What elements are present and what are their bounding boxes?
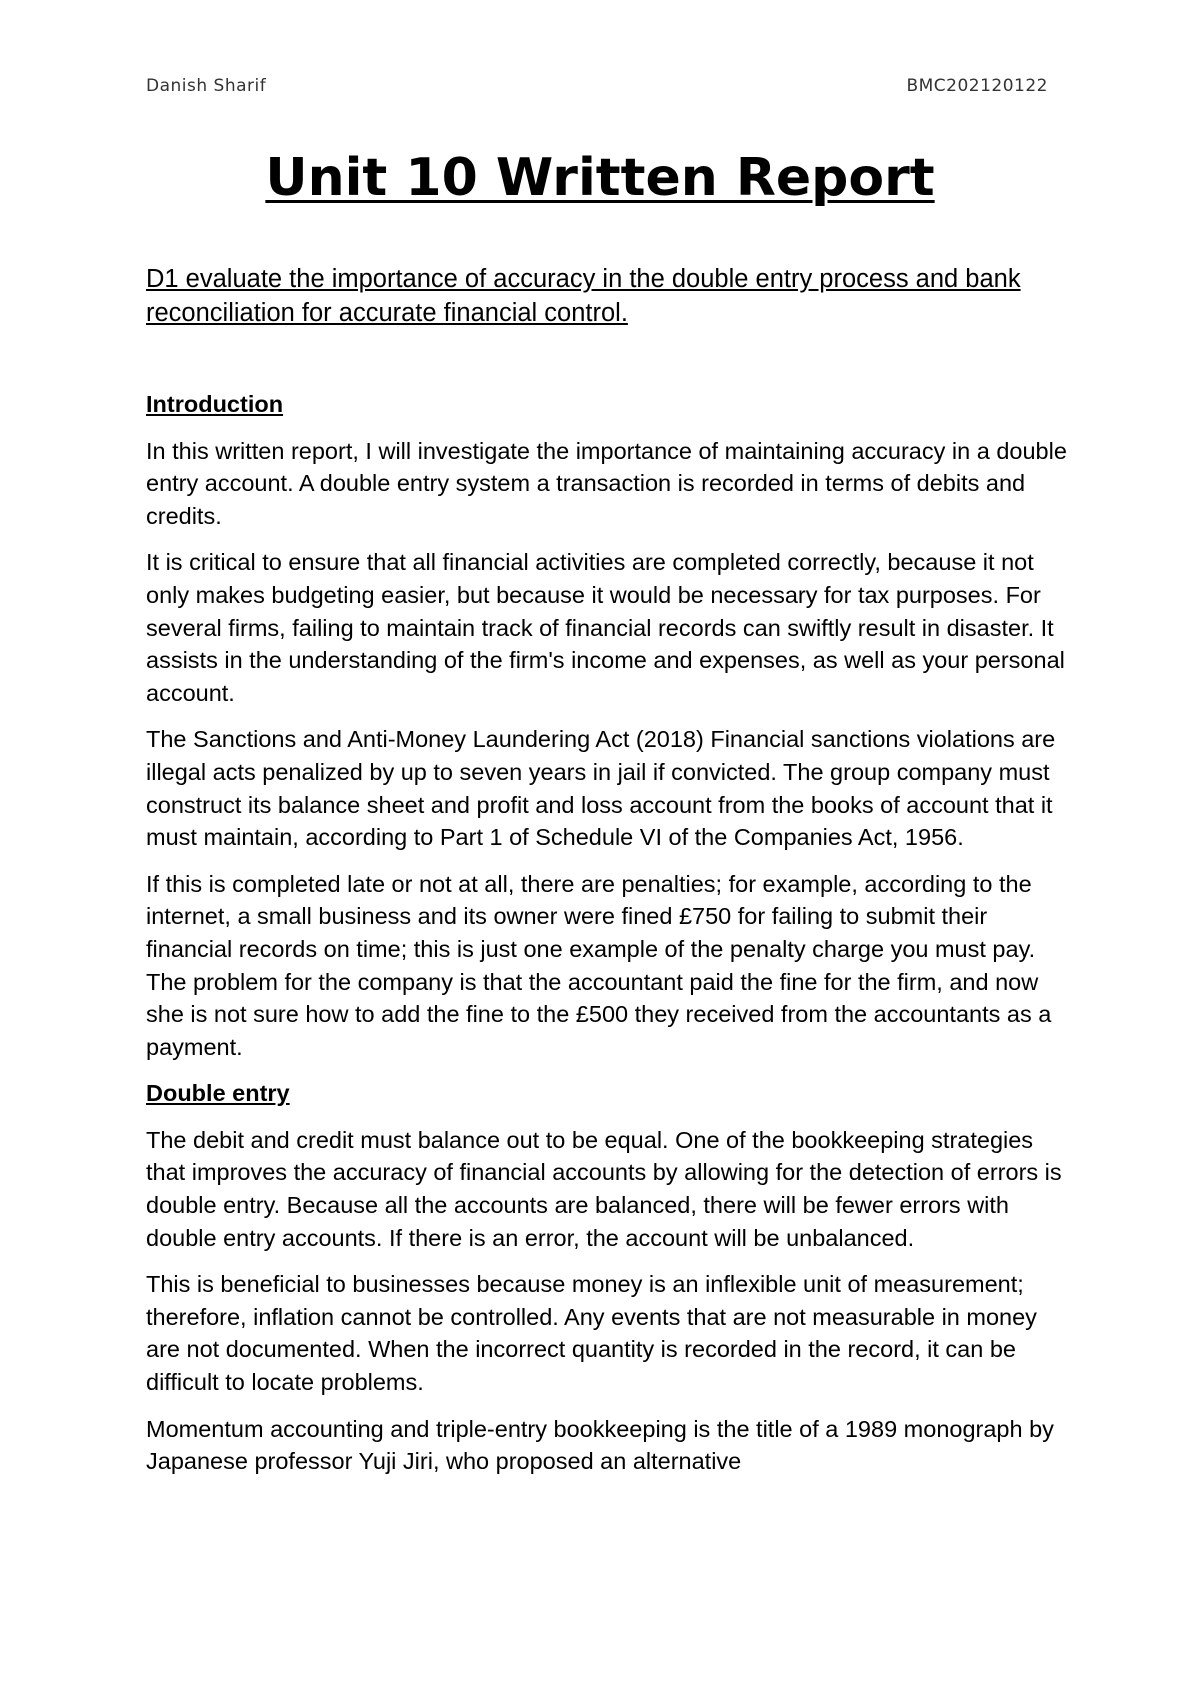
paragraph: The debit and credit must balance out to be equal. One of the bookkeeping strategies that improves the accuracy of financial accounts by allowing for the detection of errors is double entry. Because all the accounts are balanced, there will be fewer errors with double entry accounts. If there is an error, the account will be unbalanced. <box>146 1126 1062 1251</box>
paragraph: This is beneficial to businesses because money is an inflexible unit of measurement; therefore, inflation cannot be controlled. Any events that are not measurable in money are not documented. When the incorrect quantity is recorded in the record, it can be difficult to locate problems. <box>146 1271 1037 1396</box>
document-subtitle: D1 evaluate the importance of accuracy in the double entry process and bank reconciliation for accurate financial control. <box>146 265 1021 327</box>
header-student-id: BMC202120122 <box>906 76 1048 96</box>
section-heading-introduction: Introduction <box>146 391 284 417</box>
section-heading-double-entry: Double entry <box>146 1080 290 1107</box>
document-body <box>146 262 1076 1492</box>
paragraph: In this written report, I will investigate the importance of maintaining accuracy in a double entry account. A double entry system a transaction is recorded in terms of debits and credits. <box>146 437 1067 529</box>
paragraph: It is critical to ensure that all financial activities are completed correctly, because it not only makes budgeting easier, but because it would be necessary for tax purposes. For several firms, failing to maintain track of financial records can swiftly result in disaster. It assists in the understanding of the firm's income and expenses, as well as your personal account. <box>146 549 1065 706</box>
page-title: Unit 10 Written Report <box>265 148 935 208</box>
paragraph: If this is completed late or not at all, there are penalties; for example, according to the internet, a small business and its owner were fined £750 for failing to submit their financial records on time; this is just one example of the penalty charge you must pay. The problem for the company is that the accountant paid the fine for the firm, and now she is not sure how to add the fine to the £500 they received from the accountants as a payment. <box>146 870 1052 1060</box>
header-author: Danish Sharif <box>146 76 267 96</box>
paragraph: The Sanctions and Anti-Money Laundering Act (2018) Financial sanctions violations are illegal acts penalized by up to seven years in jail if convicted. The group company must construct its balance sheet and profit and loss account from the books of account that it must maintain, according to Part 1 of Schedule VI of the Companies Act, 1956. <box>146 726 1056 851</box>
paragraph: Momentum accounting and triple-entry bookkeeping is the title of a 1989 monograph by Japanese professor Yuji Jiri, who proposed an alternative <box>146 1415 1054 1475</box>
